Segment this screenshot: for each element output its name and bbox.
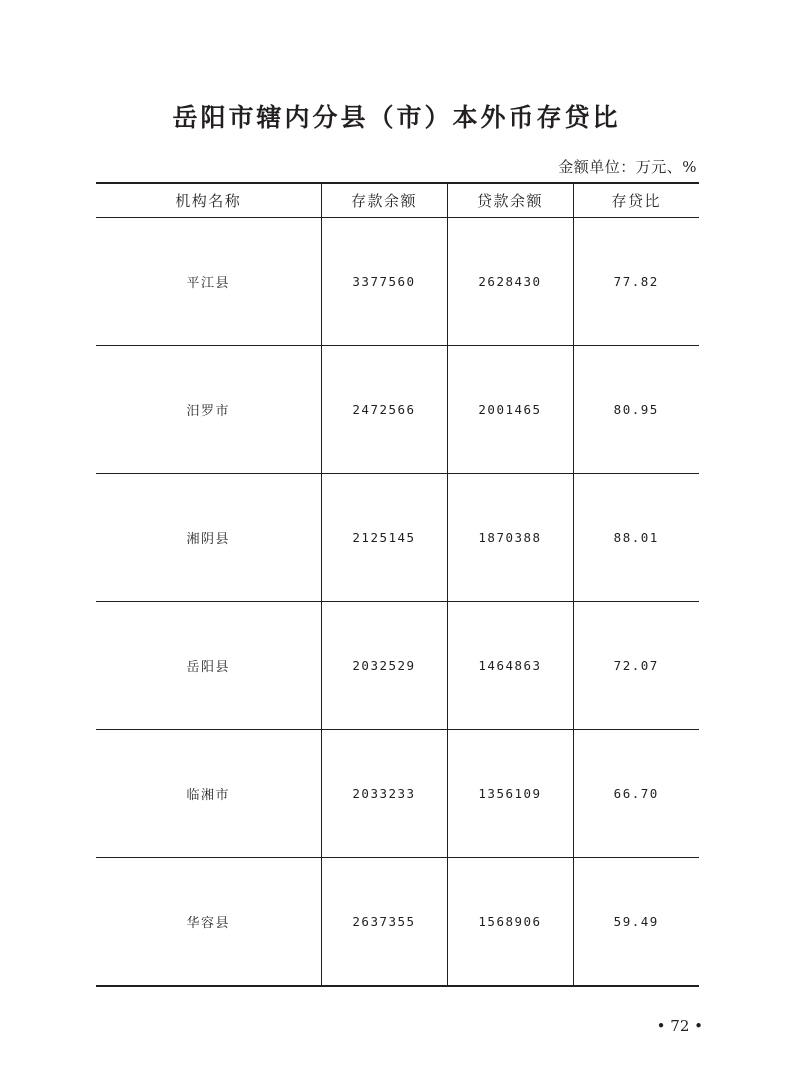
- unit-note: 金额单位：万元、%: [558, 158, 697, 176]
- loan-balance: 2628430: [447, 218, 573, 346]
- table-row: [96, 730, 699, 858]
- data-table: [96, 182, 699, 987]
- loan-deposit-ratio: 80.95: [573, 346, 699, 474]
- institution-name: 临湘市: [96, 730, 321, 858]
- header-institution: 机构名称: [96, 183, 321, 218]
- loan-deposit-ratio: 77.82: [573, 218, 699, 346]
- table-row: [96, 218, 699, 346]
- deposit-balance: 2033233: [321, 730, 447, 858]
- loan-deposit-ratio: 59.49: [573, 858, 699, 987]
- loan-balance: 1464863: [447, 602, 573, 730]
- deposit-balance: 2637355: [321, 858, 447, 987]
- table-row: [96, 602, 699, 730]
- institution-name: 华容县: [96, 858, 321, 987]
- loan-balance: 1568906: [447, 858, 573, 987]
- header-loan-balance: 贷款余额: [447, 183, 573, 218]
- institution-name: 平江县: [96, 218, 321, 346]
- loan-deposit-ratio: 88.01: [573, 474, 699, 602]
- page-title: 岳阳市辖内分县（市）本外币存贷比: [172, 103, 621, 132]
- deposit-balance: 2472566: [321, 346, 447, 474]
- institution-name: 汨罗市: [96, 346, 321, 474]
- table-row: [96, 346, 699, 474]
- table-row: [96, 858, 699, 987]
- header-loan-deposit-ratio: 存贷比: [573, 183, 699, 218]
- page-number: • 72 •: [656, 1017, 703, 1035]
- loan-balance: 2001465: [447, 346, 573, 474]
- header-deposit-balance: 存款余额: [321, 183, 447, 218]
- loan-deposit-ratio: 72.07: [573, 602, 699, 730]
- deposit-balance: 2125145: [321, 474, 447, 602]
- institution-name: 湘阴县: [96, 474, 321, 602]
- loan-balance: 1356109: [447, 730, 573, 858]
- deposit-balance: 3377560: [321, 218, 447, 346]
- loan-balance: 1870388: [447, 474, 573, 602]
- table-header-row: [96, 183, 699, 218]
- table-row: [96, 474, 699, 602]
- deposit-balance: 2032529: [321, 602, 447, 730]
- institution-name: 岳阳县: [96, 602, 321, 730]
- loan-deposit-ratio: 66.70: [573, 730, 699, 858]
